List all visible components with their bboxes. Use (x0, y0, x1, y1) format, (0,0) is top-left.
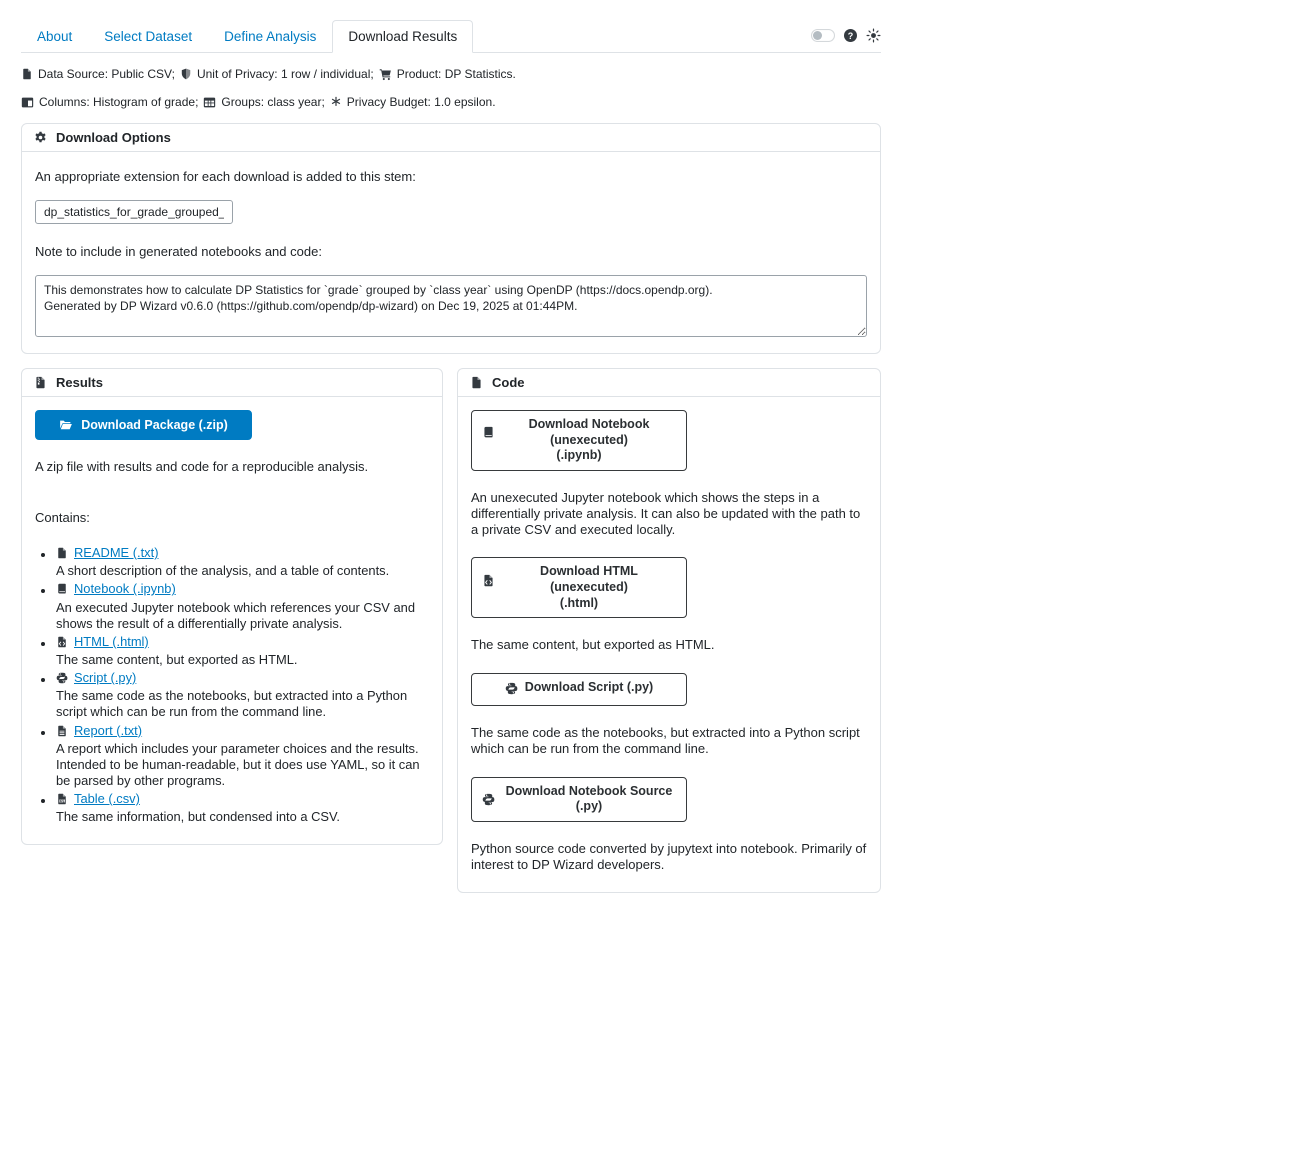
download-package-button[interactable] (35, 410, 252, 440)
download-options-title: Download Options (56, 130, 171, 145)
shield-halved-icon (180, 68, 192, 80)
notebook-link[interactable]: • Notebook (.ipynb) (74, 581, 176, 597)
download-notebook-source-label: Download Notebook Source (.py) (505, 783, 673, 814)
download-notebook-unexecuted-button[interactable] (471, 410, 687, 471)
python-icon (56, 672, 68, 684)
file-icon (470, 376, 483, 389)
data-source-summary (21, 67, 175, 81)
table-link[interactable]: • Table (.csv) (74, 791, 140, 807)
results-header (22, 369, 442, 397)
code-body (458, 397, 880, 892)
file-code-icon (482, 574, 495, 587)
notebook-unexecuted-description: An unexecuted Jupyter notebook which shows the steps in a differentially private analysis. It can also be updated with the path to a private CSV and executed locally. (471, 489, 861, 537)
unit-of-privacy-summary (180, 67, 374, 81)
download-html-label: Download HTML (unexecuted) (540, 564, 638, 595)
table-description: The same information, but condensed into a CSV. (56, 809, 341, 825)
tab-define-analysis[interactable]: Define Analysis (224, 29, 317, 44)
html-description: The same content, but exported as HTML. (56, 651, 298, 667)
download-html-unexecuted-button[interactable] (471, 557, 687, 618)
report-description: A report which includes your parameter choices and the results. Intended to be human-readable, but it does use YAML, so it can be parsed by other programs. (56, 740, 420, 788)
download-notebook-label: Download Notebook (unexecuted) (528, 417, 650, 447)
file-zipper-icon (34, 376, 47, 389)
table-columns-icon (21, 96, 34, 109)
stem-label: An appropriate extension for each download is added to this stem: (35, 169, 416, 184)
list-item-report (56, 723, 429, 790)
unit-of-privacy-text: Unit of Privacy: 1 row / individual; (196, 67, 374, 81)
results-code-row (21, 354, 881, 893)
tab-about[interactable]: About (37, 29, 73, 44)
html-link[interactable]: • HTML (.html) (74, 633, 149, 649)
download-options-body (22, 152, 880, 353)
results-body (22, 397, 442, 844)
python-icon (505, 682, 518, 695)
list-item-html (56, 634, 429, 668)
readme-description: A short description of the analysis, and a table of contents. (56, 563, 390, 579)
results-description: A zip file with results and code for a reproducible analysis. (35, 459, 369, 474)
list-item-script (56, 670, 429, 720)
script-description: The same code as the notebooks, but extracted into a Python script which can be run from the command line. (471, 725, 860, 756)
groups-summary (203, 95, 324, 109)
download-script-label: Download Script (.py) (524, 680, 654, 695)
download-package-label: Download Package (.zip) (81, 418, 228, 432)
toggle-knob (813, 31, 822, 40)
file-code-icon (56, 636, 68, 648)
download-notebook-source-button[interactable] (471, 777, 687, 822)
download-notebook-sublabel: (.ipynb) (556, 448, 602, 463)
question-circle-icon[interactable]: ? (844, 29, 857, 42)
book-icon (56, 583, 68, 595)
columns-summary (21, 95, 198, 109)
contains-label: Contains: (35, 510, 90, 525)
download-script-button[interactable] (471, 673, 687, 706)
file-icon (56, 547, 68, 559)
download-options-card (21, 123, 881, 354)
file-icon (21, 68, 33, 80)
table-cells-icon (203, 96, 216, 109)
header-controls (811, 28, 881, 52)
sun-icon[interactable] (866, 28, 881, 43)
asterisk-icon (330, 96, 342, 108)
html-unexecuted-description: The same content, but exported as HTML. (471, 637, 715, 653)
product-summary (379, 67, 516, 81)
results-title: Results (56, 375, 103, 390)
readme-link[interactable]: • README (.txt) (74, 545, 159, 560)
script-description: The same code as the notebooks, but extracted into a Python script which can be run from the command line. (56, 688, 408, 720)
summary-line-1 (21, 67, 881, 81)
page-container (21, 20, 881, 893)
notebook-description: An executed Jupyter notebook which references your CSV and shows the result of a differentially private analysis. (56, 599, 415, 631)
code-title: Code (492, 375, 525, 390)
download-options-header (22, 124, 880, 152)
tab-list (21, 20, 473, 52)
tab-bar (21, 20, 881, 53)
data-source-text: Data Source: Public CSV; (38, 67, 175, 81)
columns-text: Columns: Histogram of grade; (39, 95, 199, 109)
script-link[interactable]: • Script (.py) (74, 670, 137, 686)
download-html-sublabel: (.html) (559, 595, 599, 610)
cart-icon (379, 68, 392, 81)
stem-input[interactable] (35, 200, 233, 224)
note-label: Note to include in generated notebooks and code: (35, 244, 322, 259)
file-lines-icon (56, 725, 68, 737)
report-link[interactable]: • Report (.txt) (74, 722, 143, 738)
gear-icon (34, 131, 47, 144)
privacy-budget-text: Privacy Budget: 1.0 epsilon. (346, 95, 496, 109)
summary-line-2 (21, 95, 881, 109)
file-csv-icon (56, 793, 68, 805)
tab-select-dataset[interactable]: Select Dataset (104, 29, 193, 44)
code-card (457, 368, 881, 893)
note-textarea[interactable] (35, 275, 867, 337)
tab-download-results[interactable]: Download Results (332, 20, 473, 53)
list-item-table (56, 791, 429, 825)
list-item-readme (56, 545, 429, 579)
notebook-source-description: Python source code converted by jupytext into notebook. Primarily of interest to DP Wizard developers. (471, 841, 867, 872)
code-header (458, 369, 880, 397)
product-text: Product: DP Statistics. (396, 67, 516, 81)
privacy-budget-summary (330, 95, 496, 109)
groups-text: Groups: class year; (221, 95, 325, 109)
contains-list (56, 545, 429, 825)
book-icon (482, 426, 495, 439)
python-icon (482, 793, 495, 806)
toggle-switch[interactable] (811, 29, 835, 42)
results-card (21, 368, 443, 845)
folder-open-icon (59, 418, 73, 432)
list-item-notebook (56, 581, 429, 631)
